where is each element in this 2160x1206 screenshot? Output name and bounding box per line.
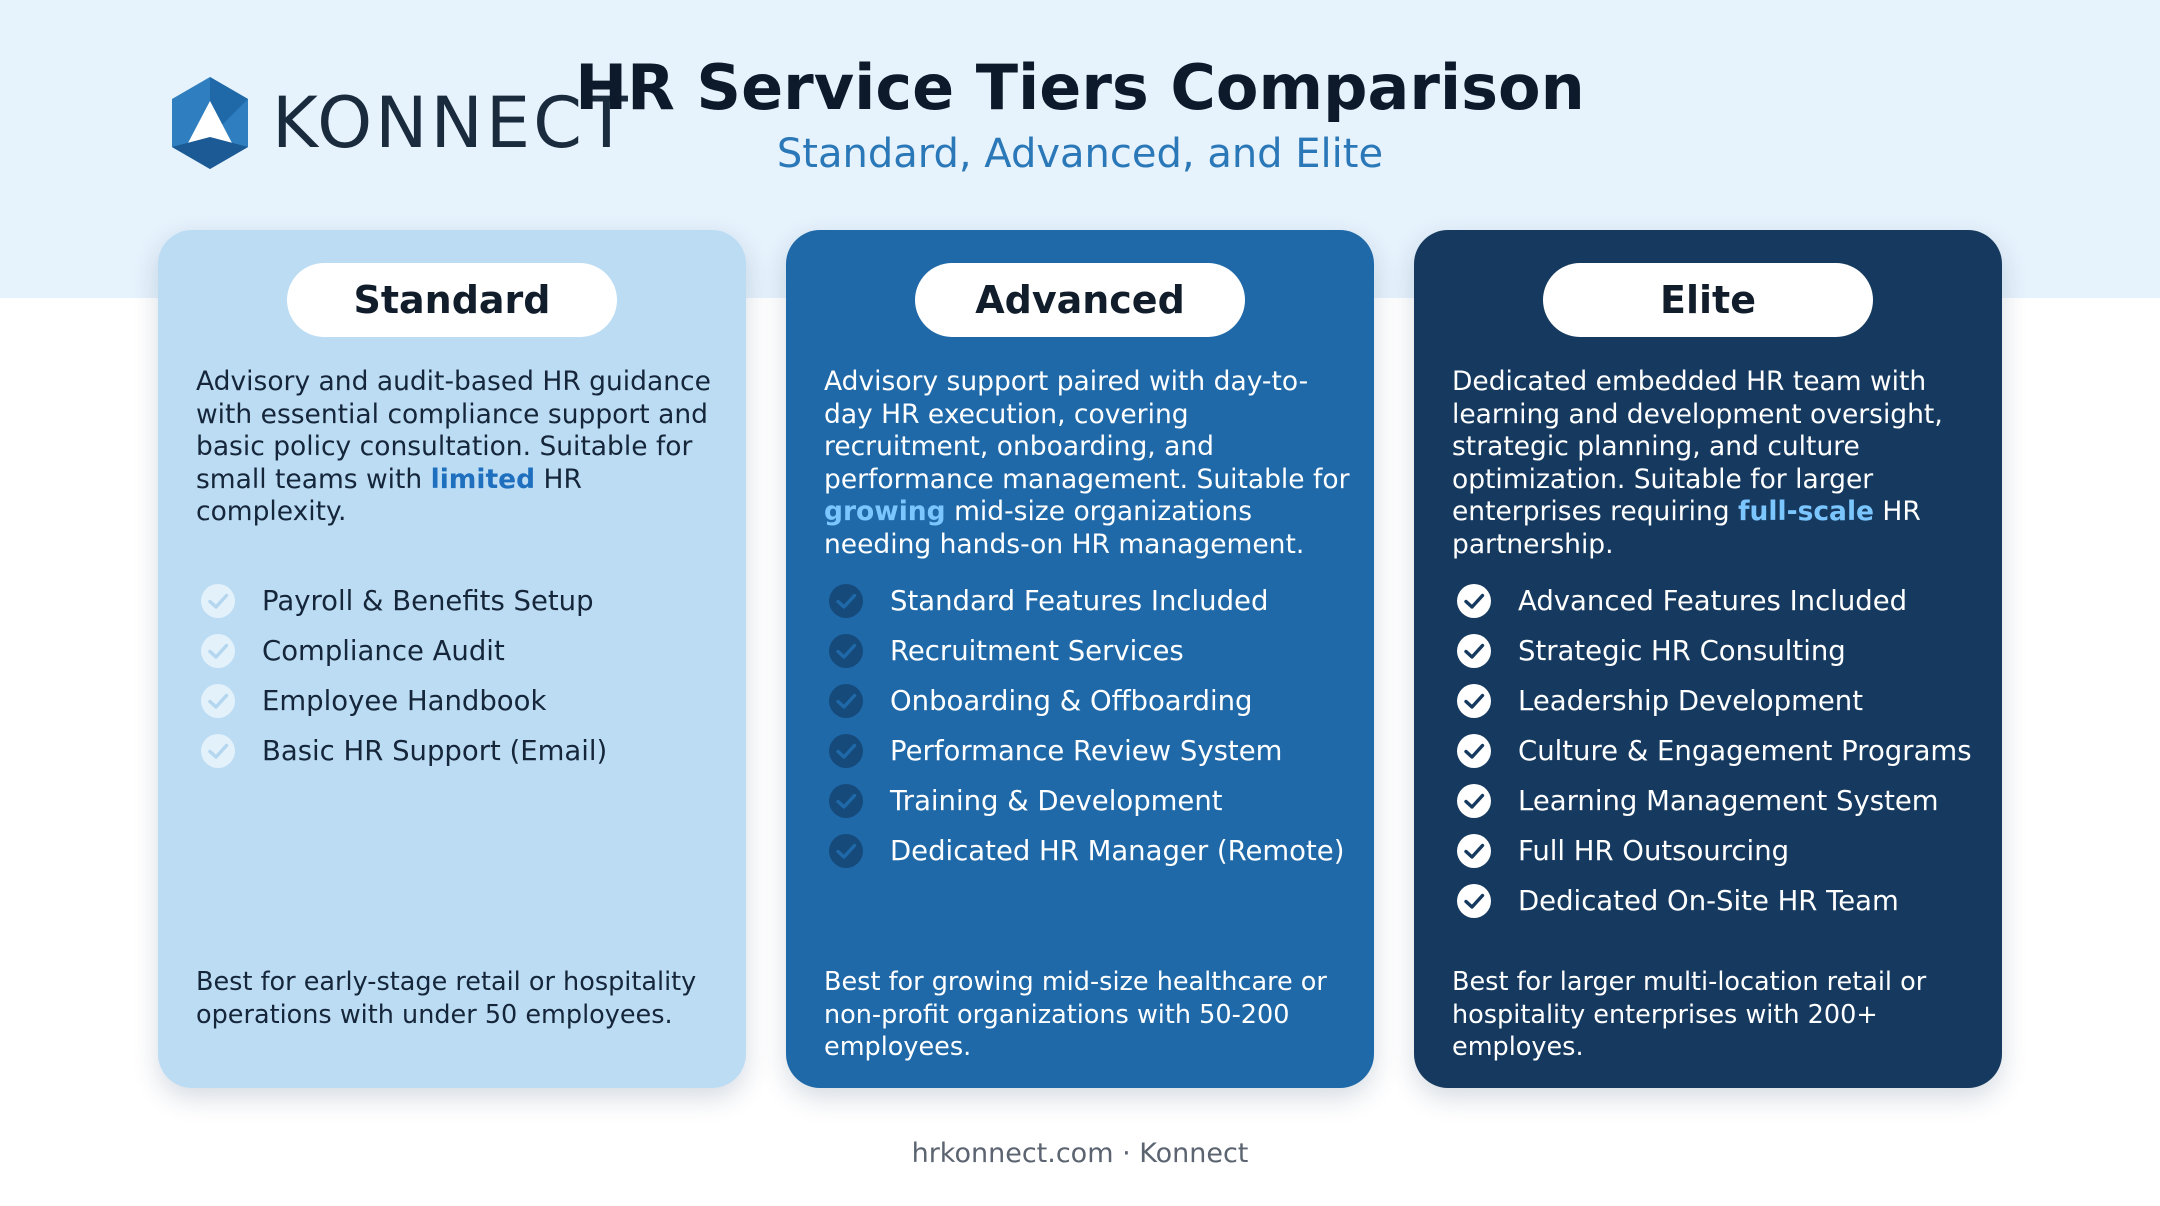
tier-name-pill: Advanced — [915, 263, 1245, 337]
brand-name: KONNECT — [272, 82, 631, 164]
feature-item: Basic HR Support (Email) — [200, 726, 607, 776]
dark-check-circle-icon — [828, 733, 864, 769]
feature-item: Dedicated HR Manager (Remote) — [828, 826, 1344, 876]
white-check-circle-icon — [1456, 783, 1492, 819]
faded-check-circle-icon — [200, 683, 236, 719]
feature-item: Learning Management System — [1456, 776, 1972, 826]
feature-item: Training & Development — [828, 776, 1344, 826]
description-highlight: growing — [824, 496, 946, 527]
tier-description: Advisory support paired with day-to-day HR execution, covering recruitment, onboarding, and performance management. Suitable for growing mid-size organizations needing hands-on HR management. — [824, 366, 1350, 560]
feature-item: Advanced Features Included — [1456, 576, 1972, 626]
feature-item: Dedicated On-Site HR Team — [1456, 876, 1972, 926]
feature-list — [828, 576, 1344, 876]
dark-check-circle-icon — [828, 683, 864, 719]
feature-item: Full HR Outsourcing — [1456, 826, 1972, 876]
feature-item: Standard Features Included — [828, 576, 1344, 626]
dark-check-circle-icon — [828, 583, 864, 619]
tier-card-advanced — [786, 230, 1374, 1088]
feature-item: Recruitment Services — [828, 626, 1344, 676]
white-check-circle-icon — [1456, 633, 1492, 669]
description-highlight: full-scale — [1738, 496, 1874, 527]
tier-card-elite — [1414, 230, 2002, 1088]
page-subtitle: Standard, Advanced, and Elite — [776, 131, 1384, 177]
feature-item: Payroll & Benefits Setup — [200, 576, 607, 626]
tier-description: Dedicated embedded HR team with learning and development oversight, strategic planning, and culture optimization. Suitable for larger enterprises requiring full-scale HR partnership. — [1452, 366, 1943, 560]
feature-item: Employee Handbook — [200, 676, 607, 726]
faded-check-circle-icon — [200, 733, 236, 769]
white-check-circle-icon — [1456, 683, 1492, 719]
white-check-circle-icon — [1456, 883, 1492, 919]
white-check-circle-icon — [1456, 733, 1492, 769]
feature-list — [200, 576, 607, 776]
description-highlight: limited — [430, 463, 536, 495]
tier-name-pill: Standard — [287, 263, 617, 337]
best-for-text: Best for growing mid-size healthcare or non-profit organizations with 50-200 employees. — [824, 967, 1327, 1062]
footer-credit: hrkonnect.com · Konnect — [911, 1138, 1249, 1169]
feature-item: Culture & Engagement Programs — [1456, 726, 1972, 776]
dark-check-circle-icon — [828, 833, 864, 869]
hexagon-logo-icon — [170, 75, 250, 171]
faded-check-circle-icon — [200, 633, 236, 669]
white-check-circle-icon — [1456, 583, 1492, 619]
feature-item: Strategic HR Consulting — [1456, 626, 1972, 676]
feature-item: Onboarding & Offboarding — [828, 676, 1344, 726]
faded-check-circle-icon — [200, 583, 236, 619]
best-for-text: Best for early-stage retail or hospitality operations with under 50 employees. — [196, 967, 697, 1030]
white-check-circle-icon — [1456, 833, 1492, 869]
tier-name-pill: Elite — [1543, 263, 1873, 337]
feature-item: Performance Review System — [828, 726, 1344, 776]
dark-check-circle-icon — [828, 783, 864, 819]
best-for-text: Best for larger multi-location retail or hospitality enterprises with 200+ employes. — [1452, 967, 1927, 1062]
tier-description: Advisory and audit-based HR guidance with essential compliance support and basic policy consultation. Suitable for small teams with limited HR complexity. — [196, 366, 711, 527]
tier-card-standard — [158, 230, 746, 1088]
page-title: HR Service Tiers Comparison — [575, 51, 1585, 124]
dark-check-circle-icon — [828, 633, 864, 669]
feature-item: Compliance Audit — [200, 626, 607, 676]
feature-item: Leadership Development — [1456, 676, 1972, 726]
feature-list — [1456, 576, 1972, 926]
